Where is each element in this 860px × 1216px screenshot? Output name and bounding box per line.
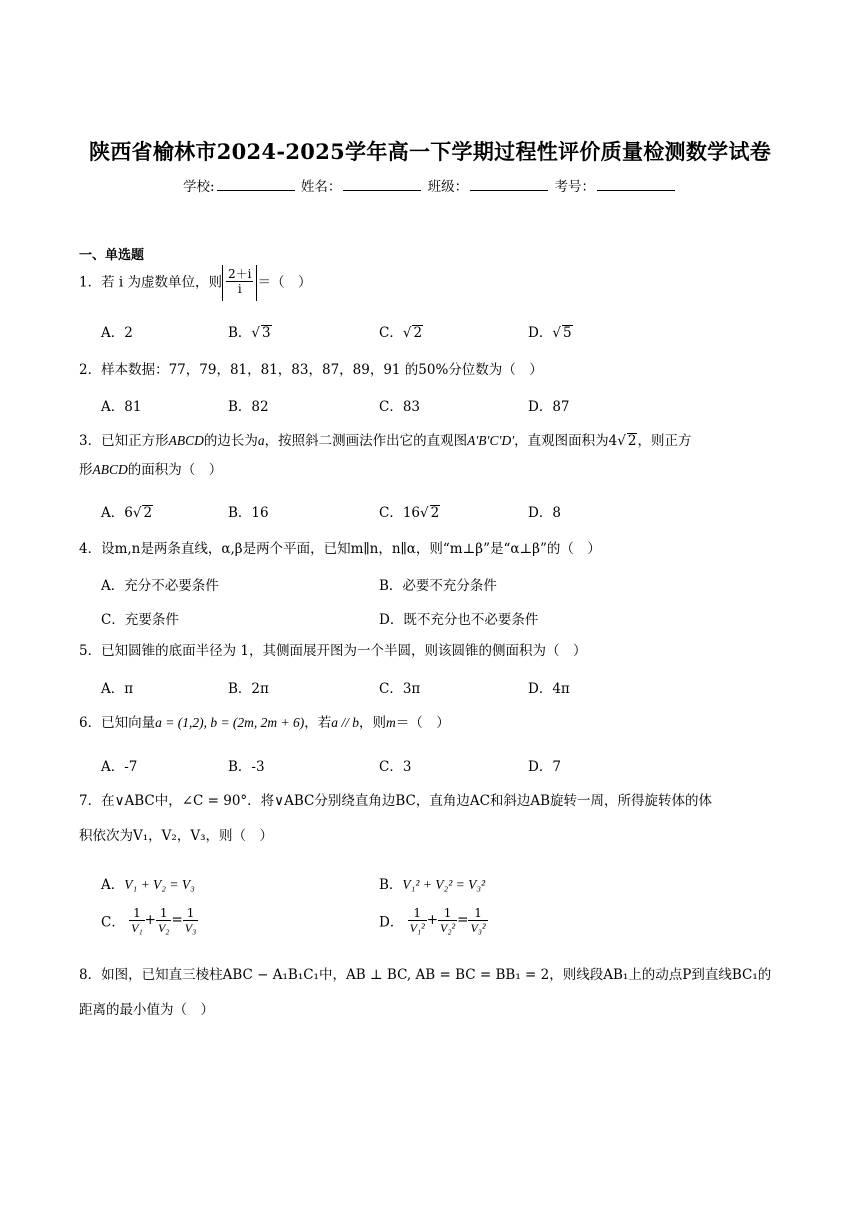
page-title: 陕西省榆林市2024-2025学年高一下学期过程性评价质量检测数学试卷 — [88, 139, 772, 164]
question-1-stem: 1．若 i 为虚数单位，则 $\frac{2+i}{i}$ ＝（ ） — [79, 265, 311, 301]
q1-option-c: C．√ 2 — [379, 325, 423, 341]
question-7-line-1: 7．在∨ABC中，∠C = 90°．将∨ABC分别绕直角边BC，直角边AC和斜边AB旋转一周，所得旋转体的体 — [79, 793, 713, 809]
question-5-stem: 5．已知圆锥的底面半径为 1，其侧面展开图为一个半圆，则该圆锥的侧面积为（ ） — [79, 643, 587, 659]
name-label: 姓名： — [300, 179, 342, 195]
modulus-bars: $\frac{2+i}{i}$ — [222, 265, 257, 301]
q4-option-b: B．必要不充分条件 — [379, 578, 497, 594]
q7-option-c: C． $\frac{1}{\text{V₁}}$ + $\frac{1}{\text{V₂}}$ = $\frac{1}{\text{V₃}}$ — [101, 906, 197, 935]
q4-option-a: A．充分不必要条件 — [101, 578, 219, 594]
q5-option-c: C．3π — [379, 681, 421, 697]
q3-option-a: A．6√ 2 — [101, 505, 153, 521]
q5-option-b: B．2π — [228, 681, 269, 697]
question-6-stem: 6．已知向量a = (1,2), b = (2m, 2m + 6)，若a // b，则m＝（ ） — [79, 715, 450, 731]
q2-option-c: C．83 — [379, 399, 421, 415]
q2-option-b: B．82 — [228, 399, 269, 415]
question-4-stem: 4．设m,n是两条直线，α,β是两个平面，已知m∥n，n∥α，则“m⊥β”是“α⊥β”的（ ） — [79, 541, 601, 557]
q7-option-a: A．V₁ + V₂ = V₃ — [101, 877, 195, 893]
question-2-stem: 2．样本数据：77，79，81，81，83，87，89，91 的50%分位数为（ ） — [79, 362, 543, 378]
exam-no-label: 考号： — [554, 179, 595, 195]
q5-option-a: A．π — [101, 681, 134, 697]
question-7-line-2: 积依次为V₁，V₂，V₃，则（ ） — [79, 828, 273, 844]
q1-option-d: D．√ 5 — [528, 325, 572, 341]
q3-option-d: D．8 — [528, 505, 561, 521]
q7-option-d: D． $\frac{1}{\text{V₁²}}$ + $\frac{1}{\text{V₂²}}$ = $\frac{1}{\text{V₃²}}$ — [379, 906, 486, 935]
q6-option-b: B．-3 — [228, 759, 265, 775]
school-label: 学校: — [183, 179, 215, 195]
class-blank — [470, 178, 548, 191]
q4-option-c: C．充要条件 — [101, 612, 179, 628]
student-info-line — [0, 175, 860, 195]
q2-option-a: A．81 — [101, 399, 142, 415]
exam-no-blank — [597, 178, 675, 191]
q5-option-d: D．4π — [528, 681, 570, 697]
q3-option-b: B．16 — [228, 505, 269, 521]
section-heading: 一、单选题 — [79, 248, 145, 263]
q1-option-a: A．2 — [101, 325, 133, 341]
class-label: 班级： — [427, 179, 469, 195]
q1-option-b: B．√ 3 — [228, 325, 271, 341]
name-blank — [343, 178, 421, 191]
question-8-line-2: 距离的最小值为（ ） — [79, 1002, 214, 1018]
question-3-line-2: 形ABCD的面积为（ ） — [79, 462, 223, 478]
question-3-line-1: 3．已知正方形ABCD的边长为a，按照斜二测画法作出它的直观图A′B′C′D′，直观图面积为4√ 2，则正方 — [79, 433, 692, 449]
q6-option-c: C．3 — [379, 759, 412, 775]
q6-option-d: D．7 — [528, 759, 561, 775]
q2-option-d: D．87 — [528, 399, 570, 415]
q6-option-a: A．-7 — [101, 759, 138, 775]
q7-option-b: B．V₁² + V₂² = V₃² — [379, 877, 486, 893]
question-8-line-1: 8．如图，已知直三棱柱ABC − A₁B₁C₁中，AB ⊥ BC, AB = BC = BB₁ = 2，则线段AB₁上的动点P到直线BC₁的 — [79, 967, 772, 983]
q4-option-d: D．既不充分也不必要条件 — [379, 612, 539, 628]
q3-option-c: C．16√ 2 — [379, 505, 440, 521]
school-blank — [217, 178, 295, 191]
